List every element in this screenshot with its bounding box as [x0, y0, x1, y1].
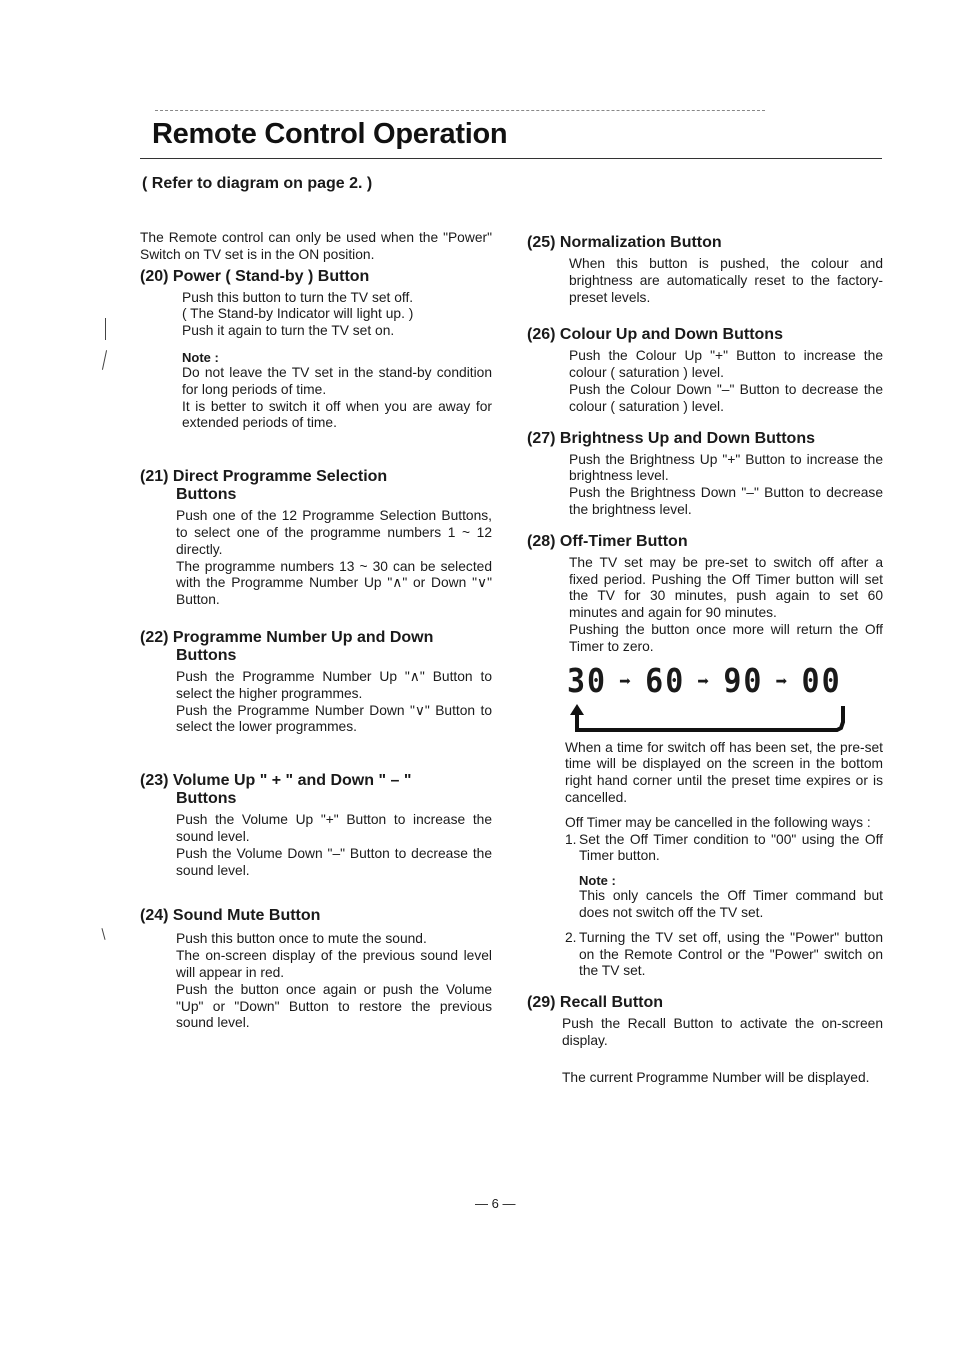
section-text: Off Timer may be cancelled in the following ways :	[565, 814, 871, 830]
section-text: Push the Colour Up "+" Button to increase the colour ( saturation ) level.	[569, 348, 883, 381]
section-heading-cont: Buttons	[176, 646, 237, 664]
section-text: Push the Programme Number Down "∨" Button to select the lower programmes.	[176, 702, 492, 735]
section-text: Push the Brightness Up "+" Button to increase the brightness level.	[569, 451, 883, 484]
section-25	[527, 234, 883, 306]
section-text: Push the button once again or push the Volume "Up" or "Down" Button to restore the previous sound level.	[176, 981, 492, 1031]
timer-value: 30	[567, 661, 608, 701]
section-27	[527, 430, 883, 519]
section-text: Push the Colour Down "–" Button to decrease the colour ( saturation ) level.	[569, 381, 883, 414]
section-text: Push the Programme Number Up "∧" Button to select the higher programmes.	[176, 668, 492, 701]
note-label: Note :	[579, 873, 616, 889]
section-heading: (20) Power ( Stand-by ) Button	[140, 267, 370, 285]
section-heading-cont: Buttons	[176, 486, 237, 504]
arrow-right-icon: ➡	[697, 669, 712, 694]
off-timer-details	[565, 740, 883, 981]
margin-mark	[102, 350, 107, 370]
list-item: 2. Turning the TV set off, using the "Power" button on the Remote Control or the "Power" switch on the TV set.	[565, 929, 883, 979]
section-text: The current Programme Number will be displayed.	[562, 1069, 870, 1085]
section-text: When this button is pushed, the colour and brightness are automatically reset to the factory-preset levels.	[569, 256, 883, 305]
margin-mark	[105, 318, 106, 340]
page-number: — 6 —	[475, 1196, 516, 1211]
list-item: 1. Set the Off Timer condition to "00" using the Off Timer button.	[565, 831, 883, 864]
section-21	[140, 468, 492, 609]
section-20	[140, 268, 492, 433]
section-24	[140, 907, 492, 1032]
timer-value: 60	[645, 661, 686, 701]
section-23	[140, 772, 492, 879]
list-item-text: Set the Off Timer condition to "00" using the Off Timer button.	[579, 831, 883, 864]
margin-mark	[101, 928, 105, 940]
timer-value: 90	[723, 661, 764, 701]
section-heading: (22) Programme Number Up and Down	[140, 628, 434, 646]
section-heading: (23) Volume Up " + " and Down " – "	[140, 772, 412, 790]
section-heading: (28) Off-Timer Button	[527, 532, 688, 550]
section-text: Push this button once to mute the sound.	[176, 931, 427, 947]
title-underline	[140, 158, 882, 159]
section-text: When a time for switch off has been set, the pre-set time will be displayed on the screen in the bottom right hand corner until the preset time expires or is cancelled.	[565, 739, 883, 805]
section-22	[140, 629, 492, 736]
note-text: It is better to switch it off when you are away for extended periods of time.	[182, 398, 492, 431]
section-text: The programme numbers 13 ~ 30 can be selected with the Programme Number Up "∧" or Down "∨" Button.	[176, 558, 492, 608]
section-text: Push the Volume Up "+" Button to increase the sound level.	[176, 812, 492, 844]
section-text: Push the Volume Down "–" Button to decrease the sound level.	[176, 845, 492, 878]
section-heading: (27) Brightness Up and Down Buttons	[527, 429, 815, 447]
section-text: The TV set may be pre-set to switch off after a fixed period. Pushing the Off Timer button will set the TV for 30 minutes, push again to set 60 minutes and again for 90 minutes.	[569, 554, 883, 621]
note-text: Do not leave the TV set in the stand-by condition for long periods of time.	[182, 364, 492, 397]
loop-back-arrow-icon	[567, 702, 867, 738]
arrow-right-icon: ➡	[775, 669, 790, 694]
section-heading-cont: Buttons	[176, 790, 237, 808]
page-title: Remote Control Operation	[152, 118, 508, 150]
timer-value: 00	[801, 661, 842, 701]
section-heading: (26) Colour Up and Down Buttons	[527, 326, 783, 344]
intro-text: The Remote control can only be used when the "Power" Switch on TV set is in the ON position.	[140, 230, 492, 262]
section-26	[527, 326, 883, 415]
diagram-reference: ( Refer to diagram on page 2. )	[142, 175, 373, 192]
section-text: The on-screen display of the previous sound level will appear in red.	[176, 948, 492, 980]
right-column	[527, 234, 883, 1087]
section-text: Push the Recall Button to activate the on-screen display.	[562, 1016, 883, 1048]
section-heading: (25) Normalization Button	[527, 234, 722, 251]
list-item-text: Turning the TV set off, using the "Power" button on the Remote Control or the "Power" switch on the TV set.	[579, 929, 883, 979]
note-text: This only cancels the Off Timer command but does not switch off the TV set.	[579, 888, 883, 920]
section-text: ( The Stand-by Indicator will light up. )	[182, 306, 414, 322]
section-heading: (29) Recall Button	[527, 994, 664, 1012]
section-text: Pushing the button once more will return the Off Timer to zero.	[569, 621, 883, 654]
section-heading: (24) Sound Mute Button	[140, 907, 321, 925]
left-column	[140, 230, 492, 1032]
section-heading: (21) Direct Programme Selection	[140, 468, 388, 486]
section-text: Push the Brightness Down "–" Button to decrease the brightness level.	[569, 485, 883, 517]
section-28	[527, 533, 883, 980]
top-dashed-rule	[155, 110, 765, 111]
section-text: Push one of the 12 Programme Selection Buttons, to select one of the programme numbers 1 ~ 12 directly.	[176, 508, 492, 557]
off-timer-diagram	[567, 661, 877, 734]
arrow-right-icon: ➡	[619, 669, 634, 694]
section-text: Push it again to turn the TV set on.	[182, 323, 395, 339]
section-29	[527, 994, 883, 1086]
section-text: Push this button to turn the TV set off.	[182, 289, 414, 305]
note-label: Note :	[182, 349, 219, 365]
